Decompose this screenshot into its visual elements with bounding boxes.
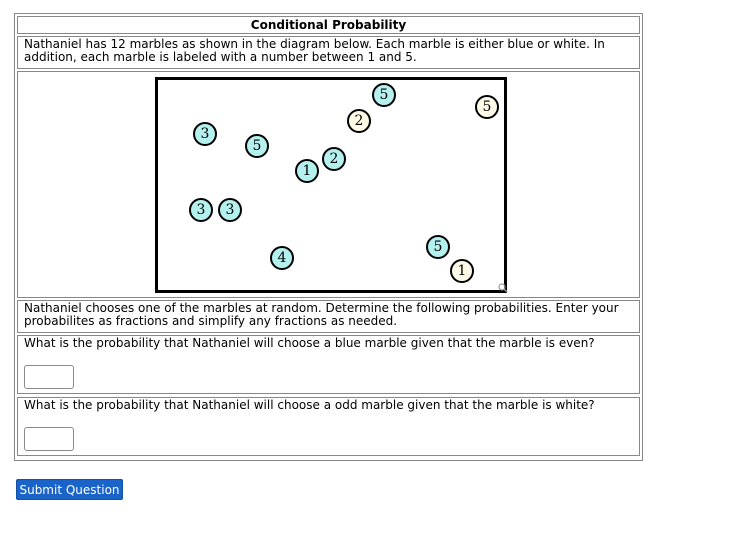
question-1-text: What is the probability that Nathaniel will choose a blue marble given that the marble is even?: [24, 336, 595, 350]
instructions-text: Nathaniel chooses one of the marbles at random. Determine the following probabilities. Enter your probabilites as fractions and simplify any fractions as needed.: [17, 300, 640, 333]
marble-label: 1: [457, 263, 467, 279]
marble: [193, 122, 217, 146]
marble: [450, 259, 474, 283]
marble: [270, 246, 294, 270]
diagram-cell: [17, 71, 640, 298]
submit-question-button[interactable]: Submit Question: [16, 479, 123, 500]
marble: [189, 198, 213, 222]
marble-diagram: [155, 77, 507, 293]
marble: [218, 198, 242, 222]
marble-label: 2: [354, 113, 364, 129]
answer-input-2[interactable]: [24, 427, 74, 451]
marble-label: 3: [225, 202, 235, 218]
marble: [245, 134, 269, 158]
intro-text: Nathaniel has 12 marbles as shown in the diagram below. Each marble is either blue or white. In addition, each marble is labeled with a number between 1 and 5.: [17, 36, 640, 69]
marble-label: 1: [302, 163, 312, 179]
question-title: Conditional Probability: [17, 16, 640, 34]
magnifier-icon[interactable]: [498, 283, 508, 293]
marble: [347, 109, 371, 133]
question-2: [17, 397, 640, 456]
question-2-text: What is the probability that Nathaniel will choose a odd marble given that the marble is white?: [24, 398, 595, 412]
marble-label: 5: [252, 138, 262, 154]
question-1: [17, 335, 640, 394]
marble-label: 2: [329, 151, 339, 167]
marble-label: 3: [200, 126, 210, 142]
answer-input-1[interactable]: [24, 365, 74, 389]
question-container: [14, 13, 643, 461]
marble-label: 4: [277, 250, 287, 266]
marble: [426, 235, 450, 259]
marble: [322, 147, 346, 171]
marble-label: 3: [196, 202, 206, 218]
marble-label: 5: [379, 87, 389, 103]
marble: [475, 95, 499, 119]
marble-label: 5: [433, 239, 443, 255]
marble: [295, 159, 319, 183]
marble-label: 5: [482, 99, 492, 115]
marble: [372, 83, 396, 107]
